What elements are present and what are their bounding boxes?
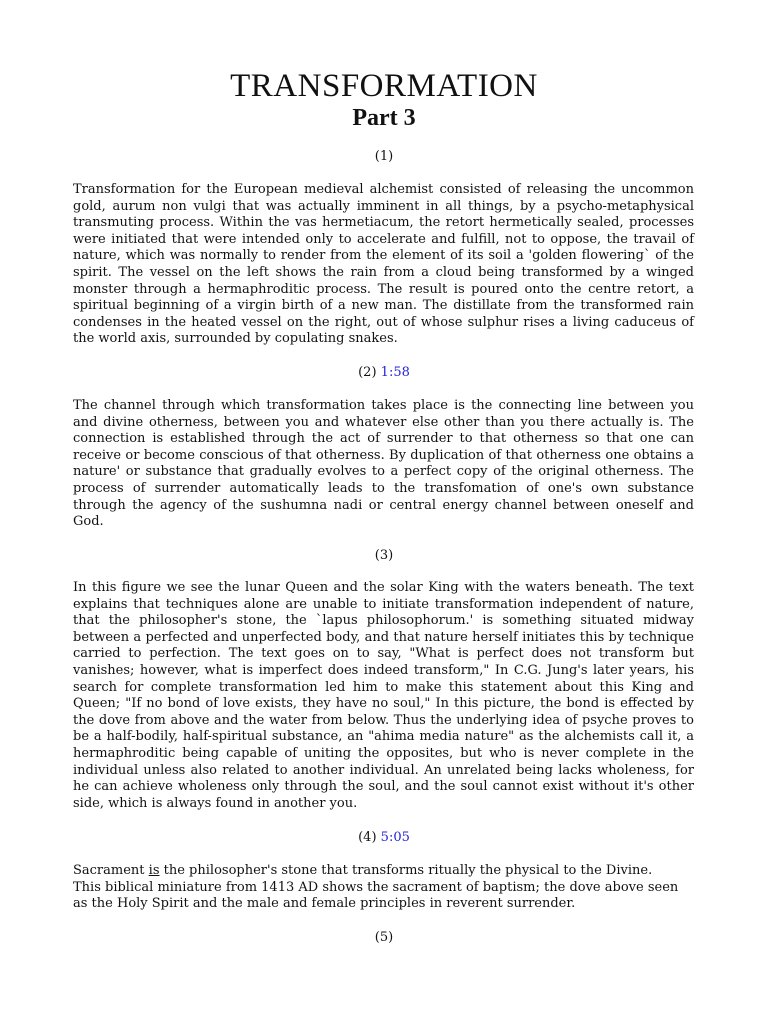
section-marker-3 bbox=[0, 548, 768, 564]
section-number: (1) bbox=[374, 149, 394, 164]
page-title: TRANSFORMATION bbox=[230, 68, 538, 104]
section-number: (3) bbox=[374, 548, 394, 563]
timestamp-link[interactable]: 5:05 bbox=[380, 830, 410, 845]
section-marker-4 bbox=[0, 830, 768, 846]
section-marker-2 bbox=[0, 365, 768, 381]
timestamp-link[interactable]: 1:58 bbox=[380, 365, 410, 380]
section-paragraph-1: Transformation for the European medieval alchemist consisted of releasing the uncommon gold, aurum non vulgi that was actually imminent in all things, by a psycho-metaphysical transmuting process. Within the vas hermetiacum, the retort hermetically sealed, processes were initiated that were intended only to accelerate and fulfill, not to oppose, the travail of nature, which was normally to render from the element of its soil a 'golden flowering` of the spirit. The vessel on the left shows the rain from a cloud being transformed by a winged monster through a hermaphroditic process. The result is poured onto the centre retort, a spiritual beginning of a virgin birth of a new man. The distillate from the transformed rain condenses in the heated vessel on the right, out of whose sulphur rises a living caduceus of the world axis, surrounded by copulating snakes. bbox=[73, 182, 694, 347]
paragraph-text: This biblical miniature from 1413 AD shows the sacrament of baptism; the dove above seen as the Holy Spirit and the male and female principles in reverent surrender. bbox=[73, 879, 679, 912]
section-paragraph-4 bbox=[73, 863, 694, 913]
section-marker-1 bbox=[0, 149, 768, 165]
section-marker-5 bbox=[0, 930, 768, 946]
paragraph-text: Sacrament bbox=[73, 863, 149, 878]
section-number: (2) bbox=[358, 365, 377, 380]
section-paragraph-2: The channel through which transformation takes place is the connecting line between you and divine otherness, between you and whatever else other than you there actually is. The connection is established through the act of surrender to that otherness so that one can receive or become conscious of that otherness. By duplication of that otherness one obtains a nature' or substance that gradually evolves to a perfect copy of the original otherness. The process of surrender automatically leads to the transfomation of one's own substance through the agency of the sushumna nadi or central energy channel between oneself and God. bbox=[73, 398, 694, 530]
section-paragraph-3: In this figure we see the lunar Queen and the solar King with the waters beneath. The text explains that techniques alone are unable to initiate transformation independent of nature, that the philosopher's stone, the `lapus philosophorum.' is something situated midway between a perfected and unperfected body, and that nature herself initiates this by technique carried to perfection. The text goes on to say, "What is perfect does not transform but vanishes; however, what is imperfect does indeed transform," In C.G. Jung's later years, his search for complete transformation led him to make this statement about this King and Queen; "If no bond of love exists, they have no soul," In this picture, the bond is effected by the dove from above and the water from below. Thus the underlying idea of psyche proves to be a half-bodily, half-spiritual substance, an "ahima media nature" as the alchemists call it, a hermaphroditic being capable of uniting the opposites, but who is never complete in the individual unless also related to another individual. An unrelated being lacks wholeness, for he can achieve wholeness only through the soul, and the soul cannot exist without it's other side, which is always found in another you. bbox=[73, 580, 694, 811]
paragraph-text: the philosopher's stone that transforms ritually the physical to the Divine. bbox=[159, 863, 653, 878]
page-subtitle: Part 3 bbox=[352, 105, 416, 131]
section-number: (4) bbox=[358, 830, 377, 845]
section-number: (5) bbox=[374, 930, 394, 945]
emphasized-word: is bbox=[148, 863, 160, 878]
